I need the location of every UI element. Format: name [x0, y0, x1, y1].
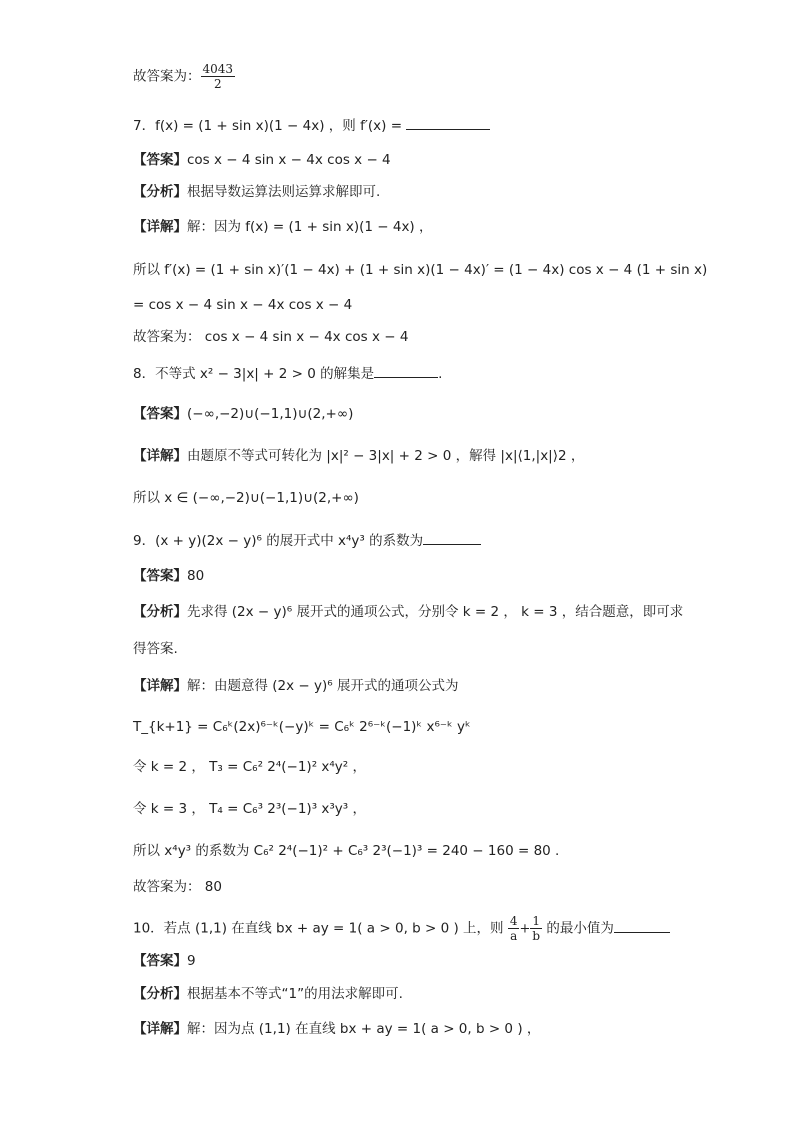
line-text: 令 k = 3 ， T₄ = C₆³ 2³(−1)³ x³y³ ， — [133, 801, 367, 817]
section-tag: 【分析】 — [133, 604, 187, 620]
line-text: = cos x − 4 sin x − 4x cos x − 4 — [133, 297, 353, 313]
section-tag: 【详解】 — [133, 448, 187, 464]
line-text: T_{k+1} = C₆ᵏ(2x)⁶⁻ᵏ(−y)ᵏ = C₆ᵏ 2⁶⁻ᵏ(−1)ᵏ x⁶⁻ᵏ yᵏ — [133, 719, 471, 735]
plus-sign: + — [519, 921, 531, 937]
line-text: 8．不等式 x² − 3|x| + 2 > 0 的解集是 — [133, 366, 375, 382]
line-text: 7．f(x) = (1 + sin x)(1 − 4x) ，则 f′(x) = — [133, 118, 407, 134]
line-suffix: 的最小值为 — [542, 920, 614, 937]
section-tag: 【详解】 — [133, 219, 187, 235]
section-tag: 【答案】 — [133, 953, 187, 969]
line-after: . — [438, 366, 443, 382]
text-line-l22 — [133, 877, 222, 897]
text-line-l14 — [133, 566, 204, 586]
section-tag: 【答案】 — [133, 568, 187, 584]
text-line-l7 — [133, 295, 352, 315]
section-tag: 【答案】 — [133, 406, 187, 422]
text-line-l12 — [133, 488, 359, 508]
line-text: 解：因为点 (1,1) 在直线 bx + ay = 1( a > 0, b > 0 ) ， — [187, 1021, 541, 1037]
text-line-l17 — [133, 676, 459, 696]
section-tag: 【分析】 — [133, 184, 187, 200]
fraction: $\frac{4043}{2}$ — [202, 62, 234, 91]
text-line-l24 — [133, 951, 196, 971]
line-text: 得答案. — [133, 641, 178, 657]
answer-blank — [614, 918, 670, 933]
text-line-l9 — [133, 363, 442, 384]
text-line-l26 — [133, 1019, 540, 1039]
line-text: 先求得 (2x − y)⁶ 展开式的通项公式，分别令 k = 2 ， k = 3 ，结合题意，即可求 — [187, 604, 684, 620]
text-line-l8 — [133, 327, 408, 347]
text-line-l15 — [133, 602, 683, 622]
line-text: cos x − 4 sin x − 4x cos x − 4 — [187, 152, 391, 168]
text-line-l25 — [133, 984, 403, 1004]
text-line-l2 — [133, 115, 490, 136]
line-text: 令 k = 2 ， T₃ = C₆² 2⁴(−1)² x⁴y² ， — [133, 759, 367, 775]
line-text: 所以 f′(x) = (1 + sin x)′(1 − 4x) + (1 + sin x)(1 − 4x)′ = (1 − 4x) cos x − 4 (1 + sin x) — [133, 262, 708, 278]
line-text: 根据基本不等式“1”的用法求解即可. — [187, 986, 403, 1002]
line-text: 根据导数运算法则运算求解即可. — [187, 184, 381, 200]
text-line-l19 — [133, 757, 366, 777]
text-line-l16 — [133, 639, 178, 659]
text-line-l20 — [133, 799, 366, 819]
text-line-l23 — [133, 914, 670, 943]
answer-blank — [374, 363, 438, 378]
answer-blank — [423, 530, 481, 545]
section-tag: 【详解】 — [133, 1021, 187, 1037]
line-text: 9 — [187, 953, 196, 969]
text-line-l4 — [133, 182, 380, 202]
line-text: 9．(x + y)(2x − y)⁶ 的展开式中 x⁴y³ 的系数为 — [133, 533, 424, 549]
fraction: $\frac{4}{a}$ — [509, 914, 518, 943]
line-text: 故答案为： 80 — [133, 879, 222, 895]
text-line-l5 — [133, 217, 433, 237]
line-prefix: 故答案为： — [133, 68, 201, 85]
line-prefix: 10．若点 (1,1) 在直线 bx + ay = 1( a > 0, b > 0 ) 上，则 — [133, 920, 508, 937]
text-line-l18 — [133, 717, 471, 737]
line-text: 由题原不等式可转化为 |x|² − 3|x| + 2 > 0 ，解得 |x|⟨1,|x|⟩2 ， — [187, 448, 585, 464]
line-text: 80 — [187, 568, 205, 584]
text-line-l10 — [133, 404, 353, 424]
section-tag: 【详解】 — [133, 678, 187, 694]
section-tag: 【答案】 — [133, 152, 187, 168]
line-text: 所以 x ∈ (−∞,−2)∪(−1,1)∪(2,+∞) — [133, 490, 359, 506]
section-tag: 【分析】 — [133, 986, 187, 1002]
fraction-2: $\frac{1}{b}$ — [532, 914, 541, 943]
line-text: 解：由题意得 (2x − y)⁶ 展开式的通项公式为 — [187, 678, 459, 694]
text-line-l13 — [133, 530, 481, 551]
answer-blank — [406, 115, 490, 130]
text-line-l1 — [133, 62, 235, 91]
text-line-l11 — [133, 446, 584, 466]
text-line-l3 — [133, 150, 391, 170]
text-line-l21 — [133, 841, 559, 861]
text-line-l6 — [133, 260, 707, 280]
line-text: 解：因为 f(x) = (1 + sin x)(1 − 4x) ， — [187, 219, 433, 235]
line-text: 所以 x⁴y³ 的系数为 C₆² 2⁴(−1)² + C₆³ 2³(−1)³ = 240 − 160 = 80 . — [133, 843, 560, 859]
line-text: 故答案为： cos x − 4 sin x − 4x cos x − 4 — [133, 329, 409, 345]
line-text: (−∞,−2)∪(−1,1)∪(2,+∞) — [187, 406, 354, 422]
